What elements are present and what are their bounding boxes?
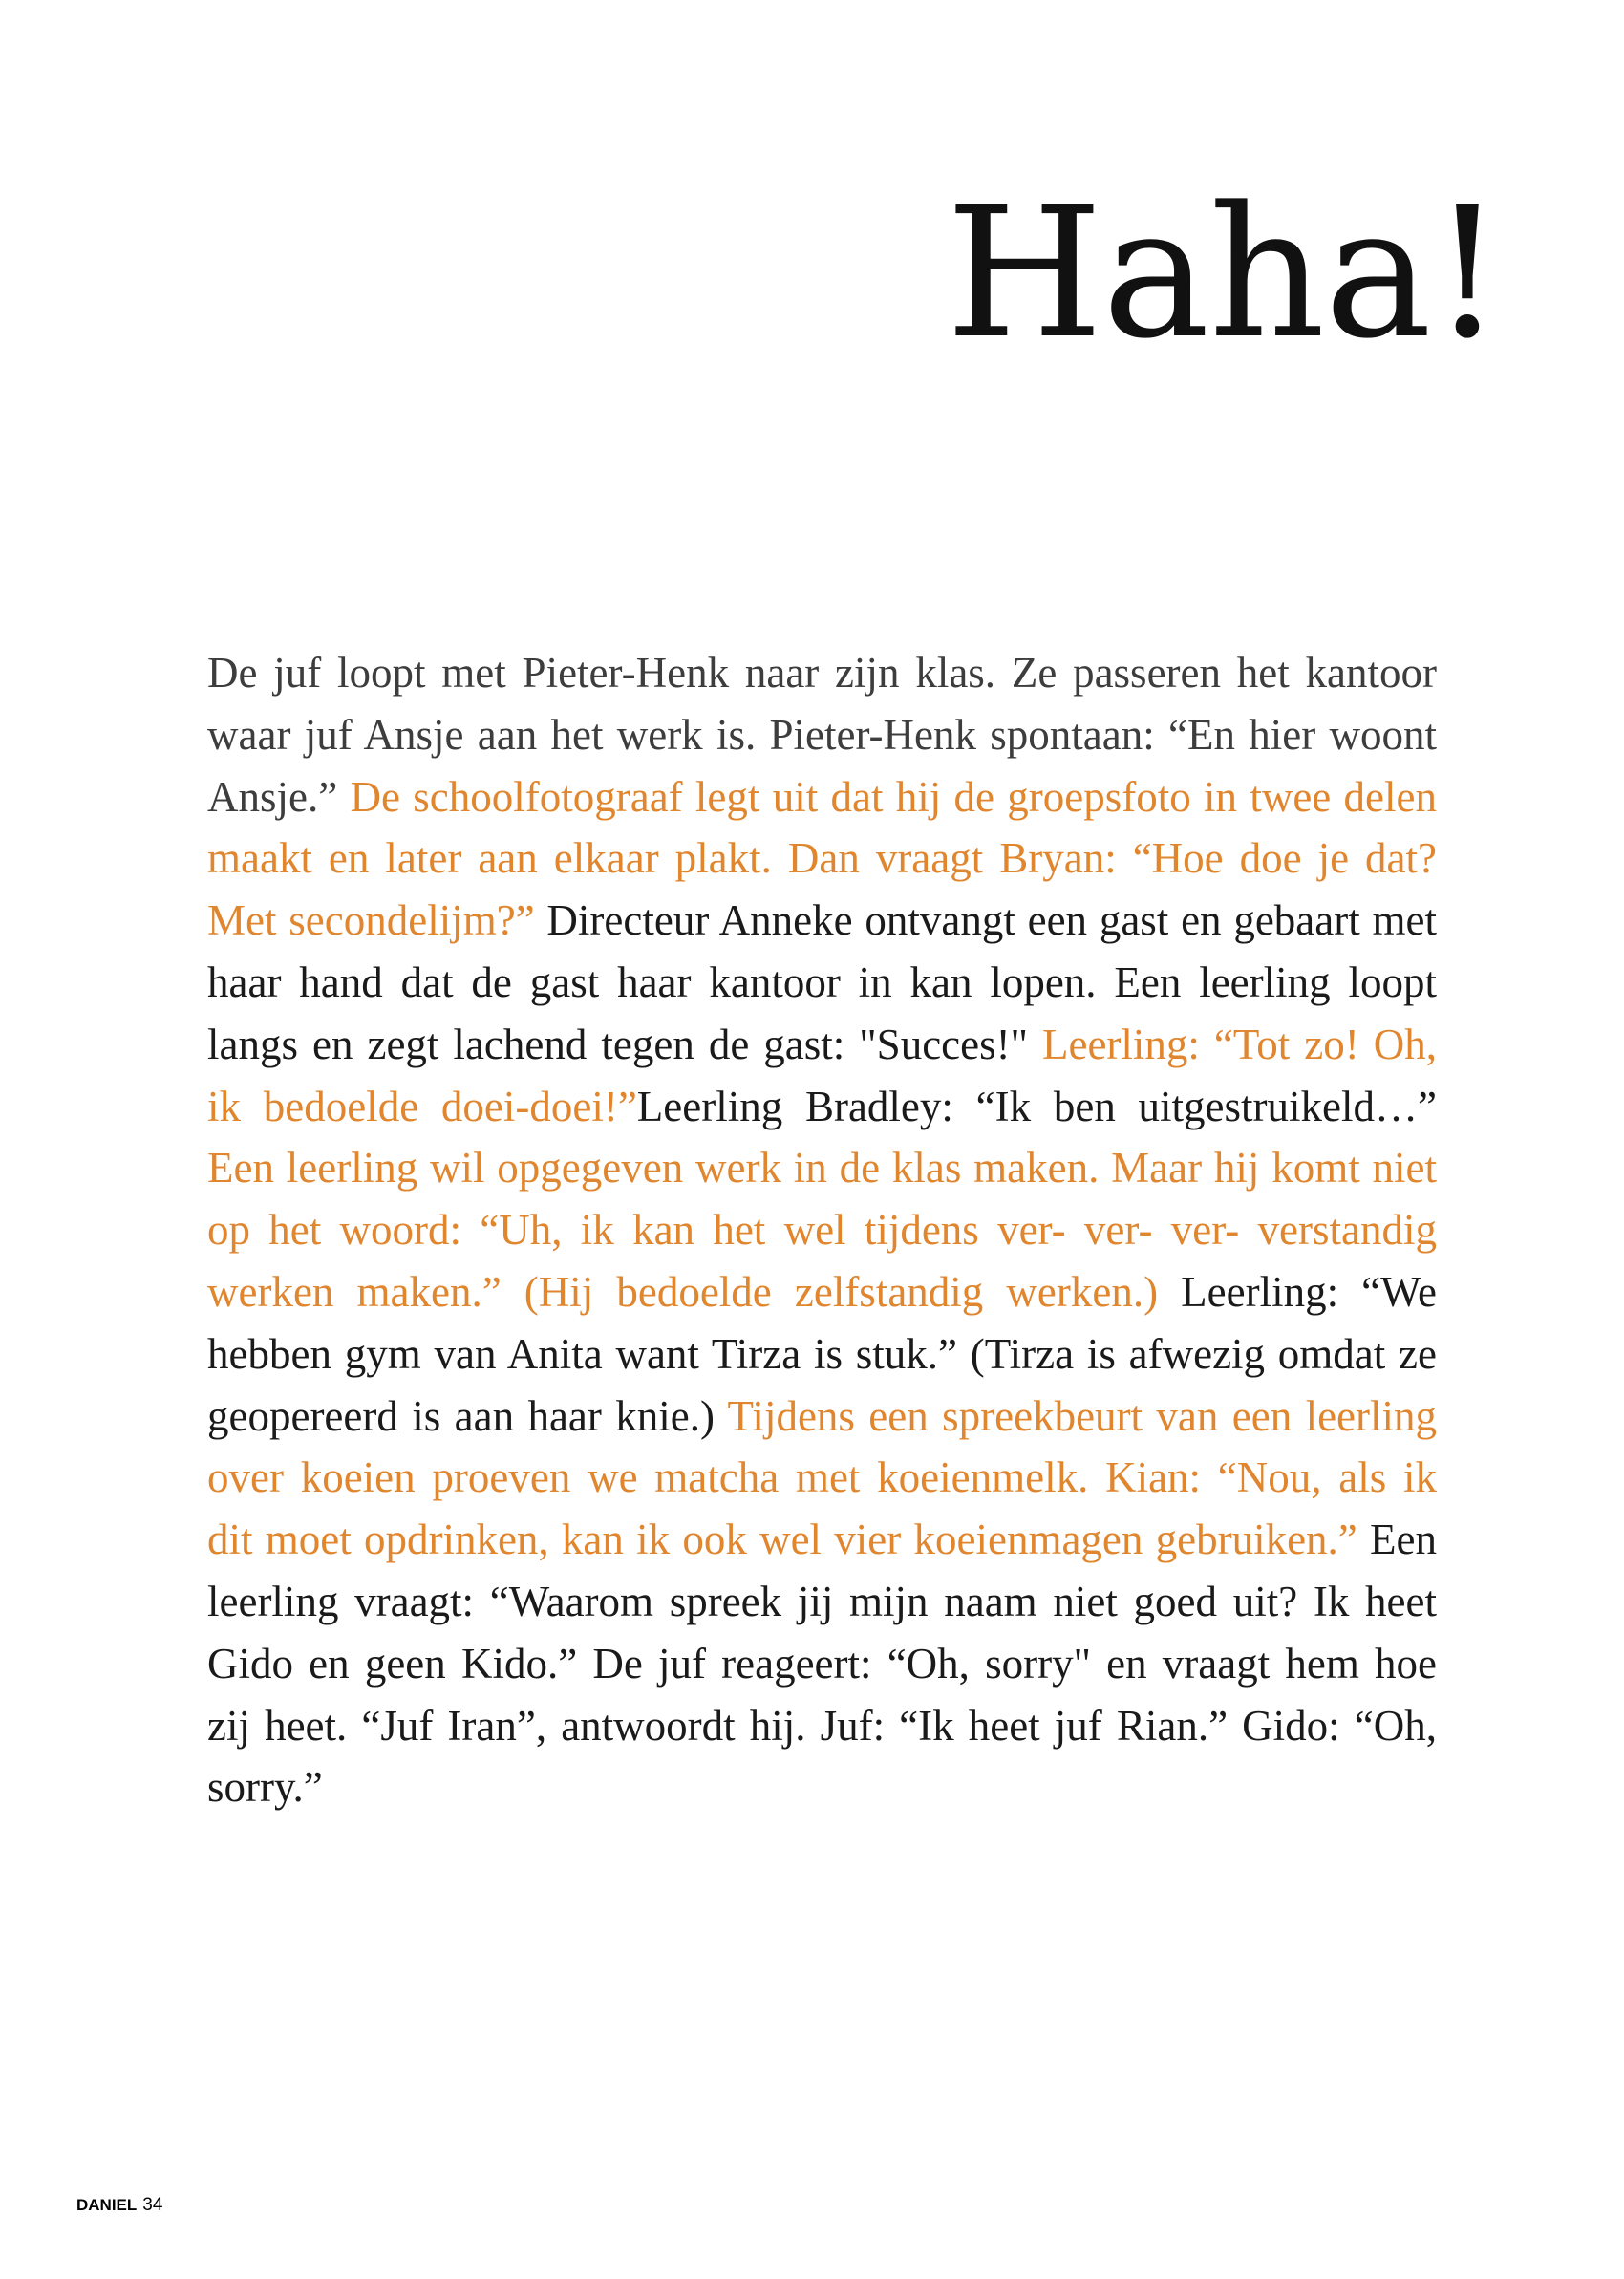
anecdote-uitgestruikeld: Leerling Bradley: “Ik ben uitgestruikeld…” — [636, 1082, 1437, 1130]
page-footer — [76, 2196, 162, 2214]
anecdote-verstandig: Een leerling wil opgegeven werk in de klas maken. Maar hij komt niet op het woord: “Uh, ik kan het wel tijdens ver- ver- ver- verstandig werken maken.” (Hij bedoelde zelfstandig werken.) — [207, 1144, 1437, 1316]
anecdote-gido: Een leerling vraagt: “Waarom spreek jij mijn naam niet goed uit? Ik heet Gido en geen Kido.” De juf reageert: “Oh, sorry" en vraagt hem hoe zij heet. “Juf Iran”, antwoordt hij. Juf: “Ik heet juf Rian.” Gido: “Oh, sorry.” — [207, 1516, 1437, 1812]
page-number: 34 — [142, 2195, 163, 2215]
page-title: Haha! — [946, 168, 1503, 378]
anecdote-ansje: De juf loopt met Pieter-Henk naar zijn klas. Ze passeren het kantoor waar juf Ansje aan het werk is. Pieter-Henk spontaan: “En hier woont Ansje.” — [207, 649, 1437, 821]
anecdote-succes: Directeur Anneke ontvangt een gast en gebaart met haar hand dat de gast haar kantoor in kan lopen. Een leerling loopt langs en zegt lachend tegen de gast: "Succes!" — [207, 896, 1437, 1068]
anecdote-koeienmagen: Tijdens een spreekbeurt van een leerling over koeien proeven we matcha met koeienmelk. Kian: “Nou, als ik dit moet opdrinken, kan ik ook wel vier koeienmagen gebruiken.” — [207, 1391, 1438, 1564]
article-body — [207, 642, 1437, 1818]
anecdote-doei-doei: Leerling: “Tot zo! Oh, ik bedoelde doei-doei!” — [207, 1020, 1437, 1130]
anecdote-tirza: Leerling: “We hebben gym van Anita want Tirza is stuk.” (Tirza is afwezig omdat ze geopereerd is aan haar knie.) — [207, 1267, 1437, 1440]
anecdote-secondelijm: De schoolfotograaf legt uit dat hij de groepsfoto in twee delen maakt en later aan elkaar plakt. Dan vraagt Bryan: “Hoe doe je dat? Met secondelijm?” — [207, 772, 1437, 945]
magazine-logo: DANIEL — [76, 2196, 138, 2214]
